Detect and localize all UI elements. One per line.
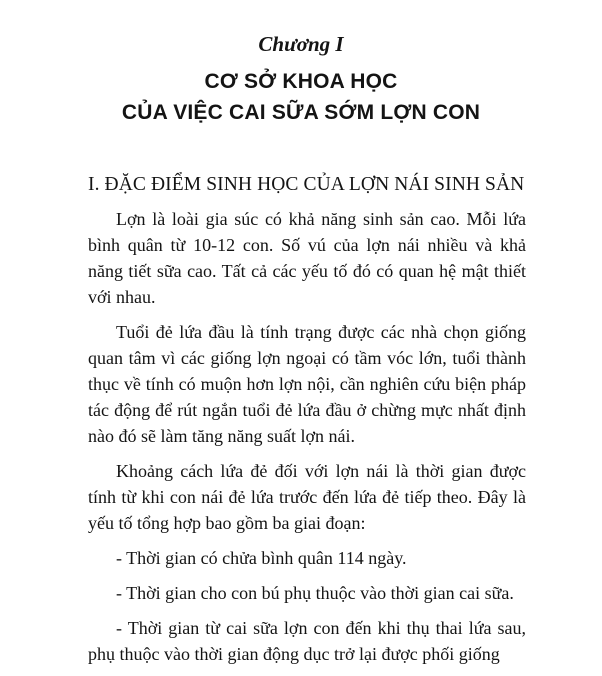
paragraph: Tuổi đẻ lứa đầu là tính trạng được các nhà chọn giống quan tâm vì các giống lợn ngoại có tầm vóc lớn, tuổi thành thục về tính có muộn hơn lợn nội, cần nghiên cứu biện pháp tác động để rút ngắn tuổi đẻ lứa đầu ở chừng mực nhất định nào đó sẽ làm tăng năng suất lợn nái.	[88, 322, 526, 446]
paragraph: - Thời gian có chửa bình quân 114 ngày.	[116, 548, 407, 568]
chapter-title-line-1: CƠ SỞ KHOA HỌC	[204, 70, 398, 93]
paragraph: - Thời gian cho con bú phụ thuộc vào thời gian cai sữa.	[116, 583, 514, 603]
chapter-title-line-2: CỦA VIỆC CAI SỮA SỚM LỢN CON	[121, 101, 481, 124]
chapter-label: Chương I	[258, 32, 344, 56]
paragraph: Khoảng cách lứa đẻ đối với lợn nái là thời gian được tính từ khi con nái đẻ lứa trước đến lứa đẻ tiếp theo. Đây là yếu tố tổng hợp bao gồm ba giai đoạn:	[88, 461, 526, 533]
section-heading: I. ĐẶC ĐIỂM SINH HỌC CỦA LỢN NÁI SINH SẢN	[88, 174, 525, 195]
body-text	[88, 206, 526, 676]
paragraph: Lợn là loài gia súc có khả năng sinh sản cao. Mỗi lứa bình quân từ 10-12 con. Số vú của lợn nái nhiều và khả năng tiết sữa cao. Tất cả các yếu tố đó có quan hệ mật thiết với nhau.	[88, 209, 526, 307]
paragraph: - Thời gian từ cai sữa lợn con đến khi thụ thai lứa sau, phụ thuộc vào thời gian động dục trở lại được phối giống	[88, 618, 526, 664]
